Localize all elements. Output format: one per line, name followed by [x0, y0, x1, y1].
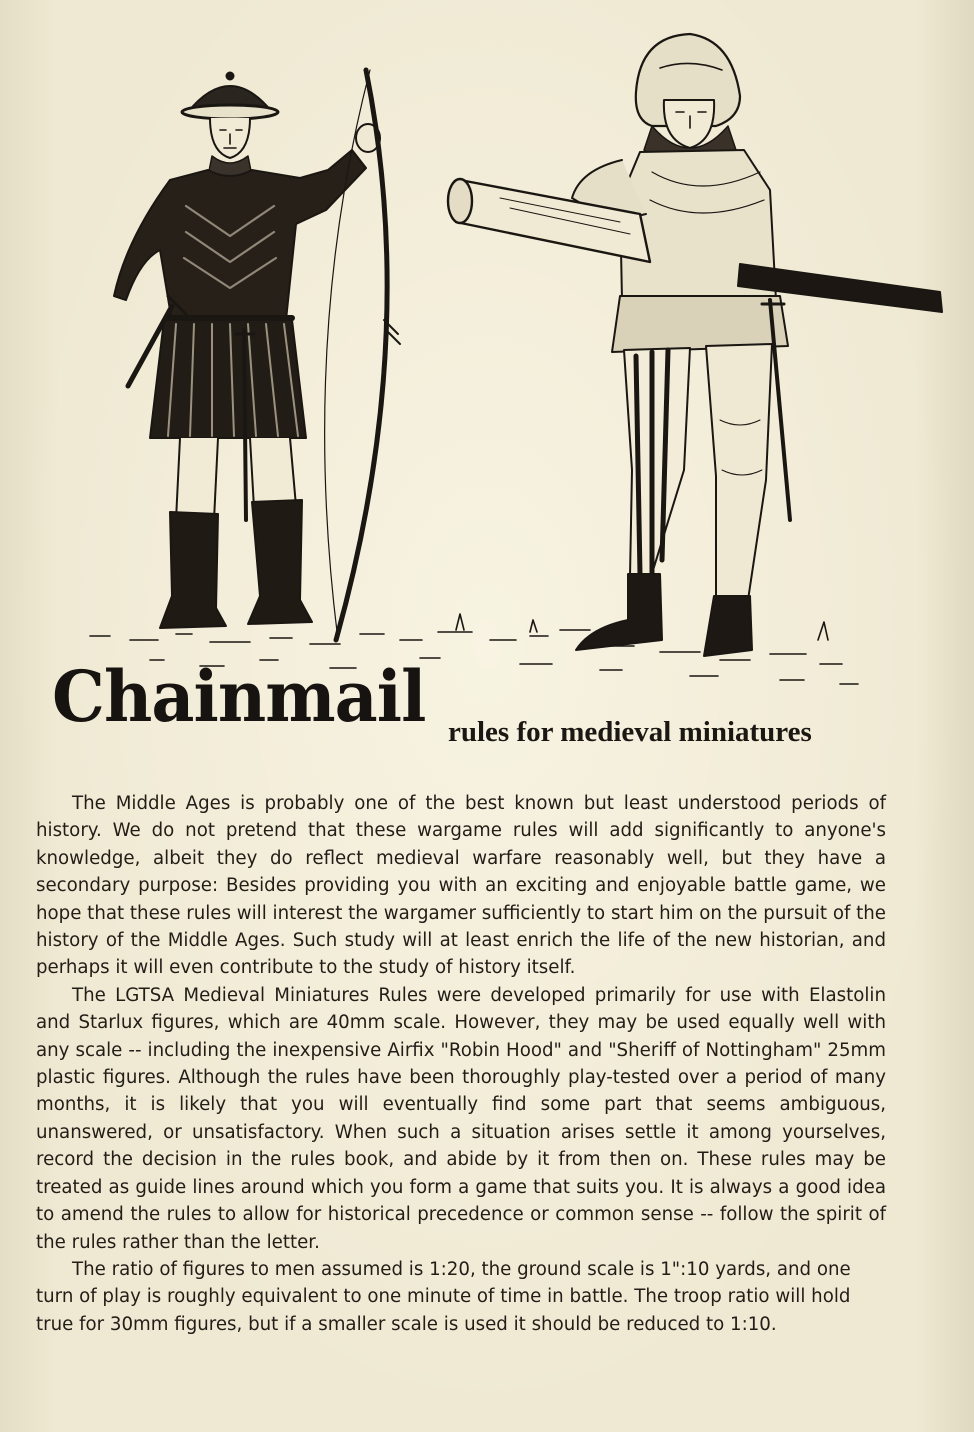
paragraph-ratio: The ratio of figures to men assumed is 1:20, the ground scale is 1":10 yards, and one turn of play is roughly equivalent to one minute of time in battle. The troop ratio will hold true for 30mm figures, but if a smaller scale is used it should be reduced to 1:10.	[36, 1258, 851, 1335]
page-title: Chainmail	[52, 655, 426, 738]
handgunner-figure	[448, 34, 942, 656]
paragraph-lgtsa-rules: The LGTSA Medieval Miniatures Rules were developed primarily for use with Elastolin and Starlux figures, which are 40mm scale. However, they may be used equally well with any scale -- including the inexpensive Airfix "Robin Hood" and "Sheriff of Nottingham" 25mm plastic figures. Although the rules have been thoroughly play-tested over a period of many months, it is likely that you will eventually find some part that seems ambiguous, unanswered, or unsatisfactory. When such a situation arises settle it among yourselves, record the decision in the rules book, and abide by it from then on. These rules may be treated as guide lines around which you form a game that suits you. It is always a good idea to amend the rules to allow for historical precedence or common sense -- follow the spirit of the rules rather than the letter.	[36, 984, 886, 1253]
page-subtitle: rules for medieval miniatures	[448, 716, 812, 748]
title-row	[0, 655, 974, 760]
longbowman-figure	[114, 70, 400, 640]
body-text	[36, 790, 886, 1338]
paragraph-intro: The Middle Ages is probably one of the best known but least understood periods of history. We do not pretend that these wargame rules will add significantly to anyone's knowledge, albeit they do reflect medieval warfare reasonably well, but they have a secondary purpose: Besides providing you with an exciting and enjoyable battle game, we hope that these rules will interest the wargamer sufficiently to start him on the pursuit of the history of the Middle Ages. Such study will at least enrich the life of the new historian, and perhaps it will even contribute to the study of history itself.	[36, 793, 886, 979]
